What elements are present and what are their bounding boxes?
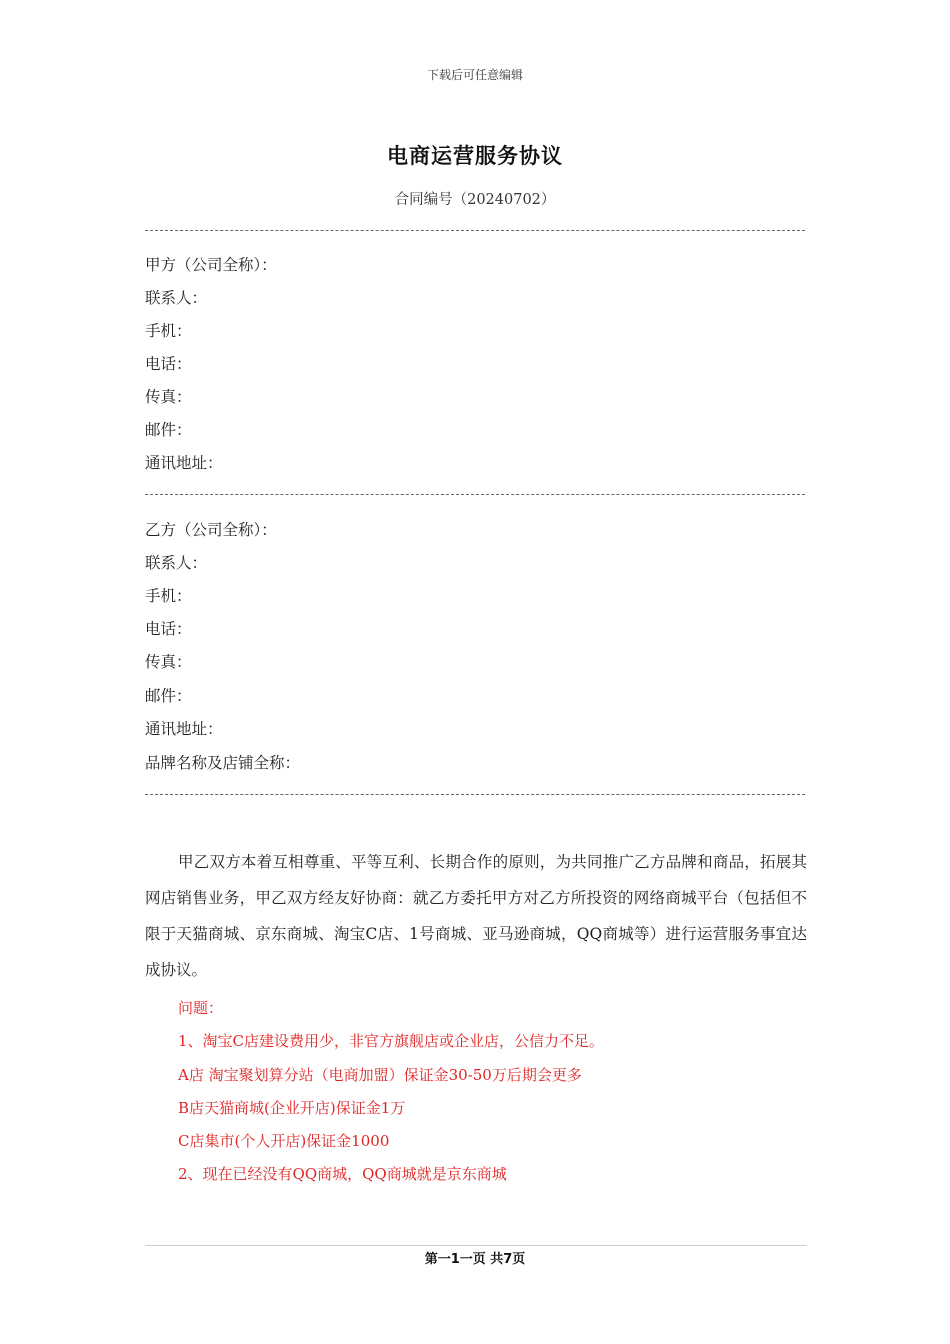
party-b-email: 邮件： bbox=[145, 687, 192, 705]
note-item-2: 2、现在已经没有QQ商城，QQ商城就是京东商城 bbox=[178, 1165, 507, 1183]
note-item-a: A店 淘宝聚划算分站（电商加盟）保证金30-50万后期会更多 bbox=[178, 1066, 582, 1084]
party-a-address: 通讯地址： bbox=[145, 454, 223, 472]
party-b-brand: 品牌名称及店铺全称： bbox=[145, 754, 301, 772]
footer-divider bbox=[145, 1245, 807, 1246]
party-a-name: 甲方（公司全称）： bbox=[145, 256, 277, 274]
document-title: 电商运营服务协议 bbox=[387, 143, 563, 168]
dashed-divider bbox=[145, 494, 805, 495]
notes-heading: 问题： bbox=[178, 999, 224, 1017]
party-b-address: 通讯地址： bbox=[145, 720, 223, 738]
page-number: 第一1一页 共7页 bbox=[424, 1252, 526, 1267]
party-a-fax: 传真： bbox=[145, 388, 192, 406]
party-b-contact: 联系人： bbox=[145, 554, 208, 572]
intro-paragraph: 甲乙双方本着互相尊重、平等互利、长期合作的原则，为共同推广乙方品牌和商品，拓展其网店销售业务，甲乙双方经友好协商：就乙方委托甲方对乙方所投资的网络商城平台（包括但不限于天猫商城、京东商城、淘宝C店、1号商城、亚马逊商城，QQ商城等）进行运营服务事宜达成协议。 bbox=[145, 853, 807, 979]
note-item-b: B店天猫商城(企业开店)保证金1万 bbox=[178, 1099, 406, 1117]
note-item-1: 1、淘宝C店建设费用少，非官方旗舰店或企业店，公信力不足。 bbox=[178, 1032, 605, 1050]
contract-number: 合同编号（20240702） bbox=[394, 192, 556, 208]
note-item-c: C店集市(个人开店)保证金1000 bbox=[178, 1132, 390, 1150]
header-note: 下载后可任意编辑 bbox=[426, 68, 523, 82]
party-b-mobile: 手机： bbox=[145, 587, 192, 605]
party-b-name: 乙方（公司全称）： bbox=[145, 521, 277, 539]
party-b-phone: 电话： bbox=[145, 620, 192, 638]
party-a-contact: 联系人： bbox=[145, 289, 208, 307]
party-a-phone: 电话： bbox=[145, 355, 192, 373]
dashed-divider bbox=[145, 230, 805, 231]
dashed-divider bbox=[145, 794, 805, 795]
party-a-mobile: 手机： bbox=[145, 322, 192, 340]
party-b-fax: 传真： bbox=[145, 653, 192, 671]
party-a-email: 邮件： bbox=[145, 421, 192, 439]
